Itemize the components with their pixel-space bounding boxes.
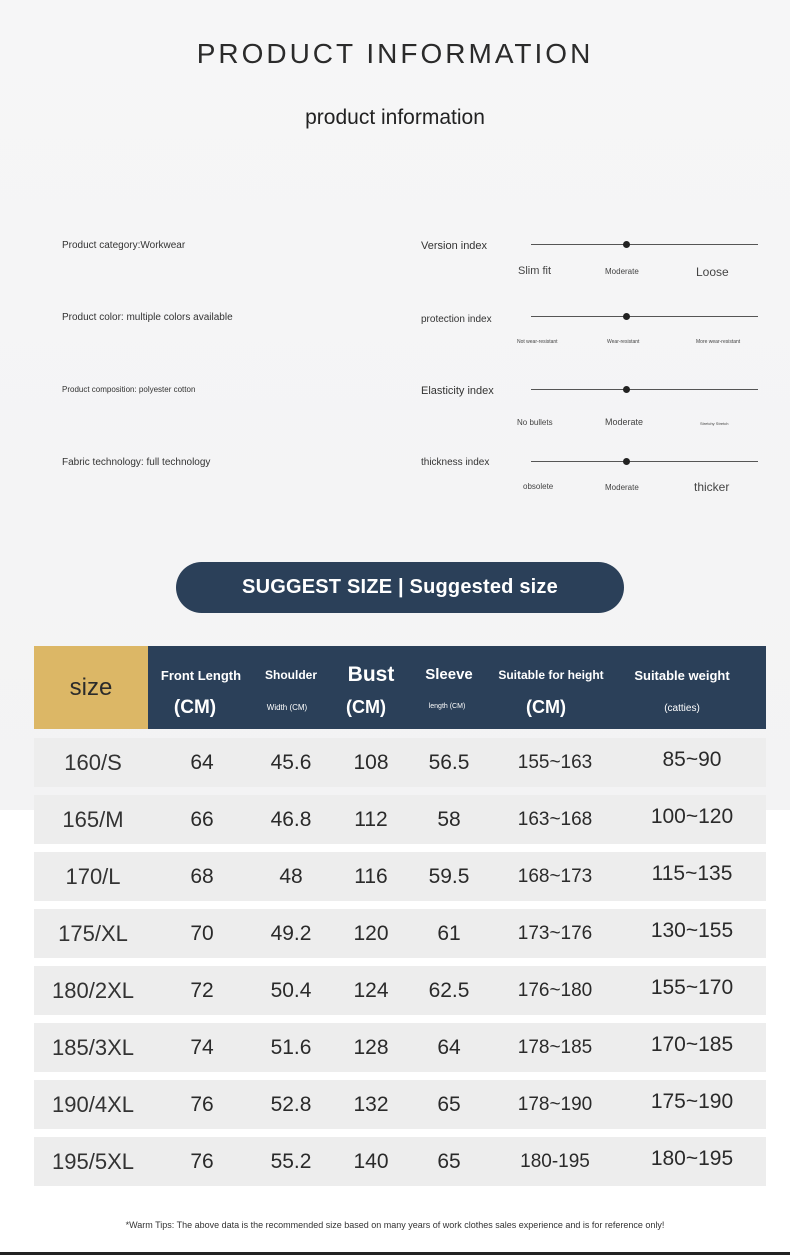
- height-value: 178~190: [517, 1094, 593, 1115]
- height-value: 180-195: [520, 1151, 590, 1172]
- thickness-index-marker: [623, 458, 630, 465]
- thickness-option-thin: obsolete: [523, 482, 554, 491]
- property-composition: Product composition: polyester cotton: [62, 385, 196, 394]
- shoulder-value: 46.8: [270, 808, 312, 831]
- shoulder-value: 50.4: [270, 979, 312, 1002]
- version-index-marker: [623, 241, 630, 248]
- sleeve-value: 58: [437, 808, 461, 831]
- front-length-value: 76: [190, 1093, 214, 1116]
- size-label: 180/2XL: [52, 978, 134, 1003]
- weight-value: 155~170: [650, 976, 734, 999]
- protection-option-high: More wear-resistant: [696, 339, 741, 345]
- version-option-loose: Loose: [696, 265, 729, 279]
- front-length-value: 64: [190, 751, 214, 774]
- sleeve-value: 59.5: [428, 865, 470, 888]
- table-row: [34, 1080, 766, 1129]
- header-sleeve: Sleeve: [425, 666, 473, 683]
- header-weight: Suitable weight: [634, 668, 730, 683]
- bust-value: 120: [353, 922, 389, 945]
- elasticity-index-scale: [531, 389, 758, 390]
- bust-value: 108: [353, 751, 389, 774]
- table-row: [34, 909, 766, 958]
- header-shoulder: Shoulder: [264, 668, 317, 682]
- protection-option-low: Not wear-resistant: [517, 339, 558, 345]
- table-row: [34, 738, 766, 787]
- thickness-option-moderate: Moderate: [605, 483, 639, 492]
- elasticity-index-marker: [623, 386, 630, 393]
- weight-value: 115~135: [651, 862, 733, 885]
- protection-index-label: protection index: [421, 314, 492, 325]
- elasticity-option-high: Stretchy Stretch: [700, 421, 729, 426]
- property-color: Product color: multiple colors available: [62, 312, 233, 323]
- weight-value: 170~185: [650, 1033, 734, 1056]
- header-sleeve-unit: length (CM): [428, 703, 466, 710]
- height-value: 176~180: [517, 980, 593, 1001]
- size-label: 160/S: [64, 750, 122, 775]
- weight-value: 175~190: [650, 1090, 734, 1113]
- thickness-index-label: thickness index: [421, 457, 490, 468]
- front-length-value: 66: [190, 808, 214, 831]
- shoulder-value: 55.2: [270, 1150, 312, 1173]
- bust-value: 140: [353, 1150, 389, 1173]
- property-technology: Fabric technology: full technology: [62, 457, 211, 468]
- sleeve-value: 65: [437, 1093, 461, 1116]
- property-category: Product category:Workwear: [62, 240, 186, 251]
- height-value: 173~176: [517, 923, 593, 944]
- weight-value: 85~90: [662, 748, 722, 771]
- bust-value: 116: [354, 865, 388, 888]
- page-title: PRODUCT INFORMATION: [196, 38, 594, 69]
- suggest-size-badge: SUGGEST SIZE | Suggested size: [176, 562, 624, 613]
- bust-value: 132: [353, 1093, 389, 1116]
- size-label: 170/L: [65, 864, 121, 889]
- height-value: 163~168: [517, 809, 593, 830]
- size-label: 195/5XL: [52, 1149, 134, 1174]
- protection-index-marker: [623, 313, 630, 320]
- header-shoulder-unit: Width (CM): [266, 703, 308, 712]
- bust-value: 124: [353, 979, 389, 1002]
- size-label: 185/3XL: [52, 1035, 134, 1060]
- height-value: 168~173: [517, 866, 593, 887]
- sleeve-value: 56.5: [428, 751, 470, 774]
- table-row: [34, 795, 766, 844]
- size-label: 175/XL: [58, 921, 128, 946]
- header-bust-unit: (CM): [346, 697, 386, 717]
- size-label: 165/M: [62, 807, 124, 832]
- version-index-label: Version index: [421, 240, 488, 252]
- sleeve-value: 62.5: [428, 979, 470, 1002]
- size-label: 190/4XL: [52, 1092, 134, 1117]
- table-row: [34, 852, 766, 901]
- shoulder-value: 48: [279, 865, 303, 888]
- table-row: [34, 966, 766, 1015]
- elasticity-option-moderate: Moderate: [605, 417, 644, 427]
- front-length-value: 76: [190, 1150, 214, 1173]
- front-length-value: 74: [190, 1036, 214, 1059]
- header-height-unit: (CM): [526, 697, 566, 717]
- warm-tips: *Warm Tips: The above data is the recommended size based on many years of work clothes sales experience and is for reference only!: [125, 1220, 665, 1230]
- height-value: 178~185: [517, 1037, 593, 1058]
- version-option-moderate: Moderate: [605, 267, 639, 276]
- elasticity-index-label: Elasticity index: [421, 385, 494, 397]
- front-length-value: 72: [190, 979, 214, 1002]
- bust-value: 128: [353, 1036, 389, 1059]
- shoulder-value: 52.8: [270, 1093, 312, 1116]
- table-row: [34, 1137, 766, 1186]
- weight-value: 100~120: [650, 805, 734, 828]
- protection-index-scale: [531, 316, 758, 317]
- page-subtitle: product information: [305, 106, 485, 129]
- bust-value: 112: [354, 808, 388, 831]
- protection-option-mid: Wear-resistant: [607, 339, 640, 345]
- size-column-header: size: [34, 646, 148, 729]
- front-length-value: 70: [190, 922, 214, 945]
- front-length-value: 68: [190, 865, 214, 888]
- sleeve-value: 65: [437, 1150, 461, 1173]
- shoulder-value: 49.2: [270, 922, 312, 945]
- thickness-index-scale: [531, 461, 758, 462]
- table-row: [34, 1023, 766, 1072]
- version-option-slim: Slim fit: [518, 265, 551, 277]
- header-bust: Bust: [347, 663, 395, 686]
- version-index-scale: [531, 244, 758, 245]
- shoulder-value: 51.6: [270, 1036, 312, 1059]
- sleeve-value: 61: [437, 922, 461, 945]
- height-value: 155~163: [517, 752, 593, 773]
- weight-value: 130~155: [650, 919, 734, 942]
- elasticity-option-none: No bullets: [517, 418, 553, 427]
- header-front-length-unit: (CM): [173, 697, 217, 718]
- weight-value: 180~195: [650, 1147, 734, 1170]
- thickness-option-thick: thicker: [694, 480, 730, 494]
- shoulder-value: 45.6: [270, 751, 312, 774]
- header-front-length: Front Length: [160, 668, 242, 683]
- header-height: Suitable for height: [498, 668, 604, 682]
- header-weight-unit: (catties): [664, 703, 700, 714]
- sleeve-value: 64: [437, 1036, 461, 1059]
